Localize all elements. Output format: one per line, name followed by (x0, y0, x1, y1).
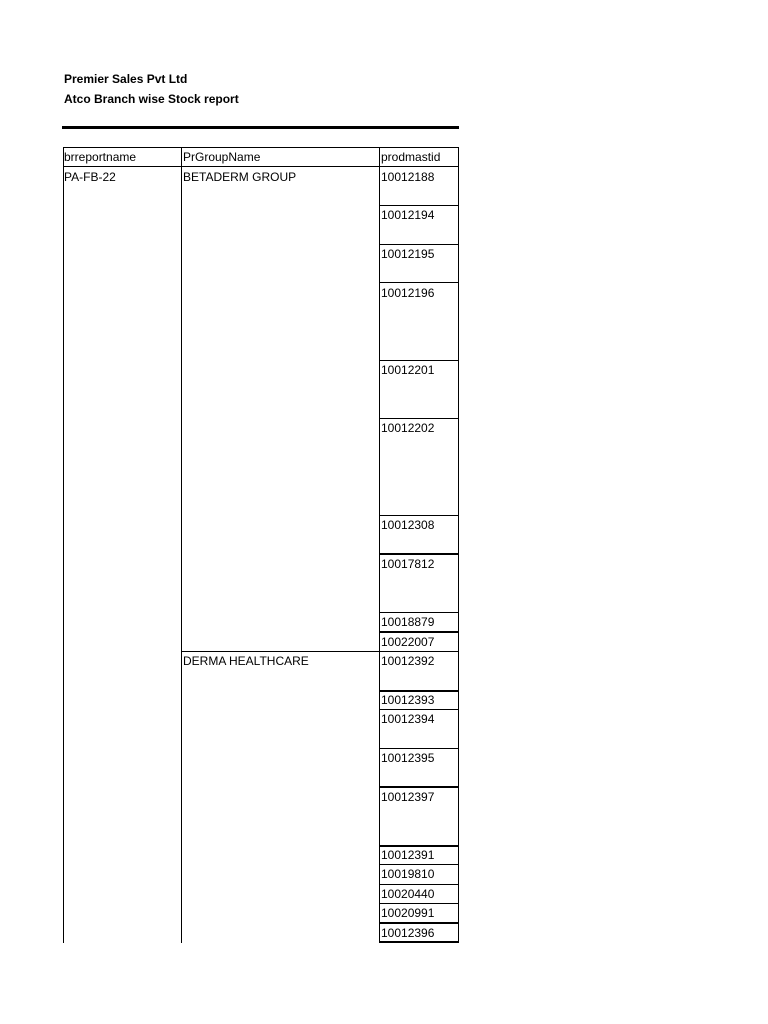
table-column-divider (181, 147, 182, 943)
row-separator (379, 515, 459, 516)
header-top-line (63, 147, 459, 148)
column-header-brreportname: brreportname (64, 150, 137, 164)
branch-name: PA-FB-22 (64, 170, 116, 184)
row-separator (379, 884, 459, 885)
row-separator (379, 845, 459, 847)
row-separator (379, 864, 459, 865)
group-name: DERMA HEALTHCARE (183, 654, 309, 668)
prodmastid-cell: 10020991 (381, 906, 435, 920)
group-separator (181, 651, 459, 652)
column-header-prodmastid: prodmastid (381, 150, 441, 164)
row-separator (379, 709, 459, 710)
prodmastid-cell: 10012392 (381, 654, 435, 668)
prodmastid-cell: 10012195 (381, 247, 435, 261)
row-separator (379, 922, 459, 924)
row-separator (379, 418, 459, 419)
row-separator (379, 690, 459, 692)
table-border-left (63, 147, 64, 943)
group-name: BETADERM GROUP (183, 170, 297, 184)
prodmastid-cell: 10012396 (381, 926, 435, 940)
prodmastid-cell: 10012196 (381, 286, 435, 300)
row-separator (379, 903, 459, 904)
prodmastid-cell: 10012395 (381, 751, 435, 765)
row-separator (379, 244, 459, 245)
row-separator (379, 553, 459, 555)
row-separator (379, 612, 459, 613)
prodmastid-cell: 10020440 (381, 887, 435, 901)
company-name: Premier Sales Pvt Ltd (64, 72, 188, 86)
prodmastid-cell: 10012393 (381, 693, 435, 707)
column-header-prgroupname: PrGroupName (183, 150, 261, 164)
prodmastid-cell: 10012308 (381, 518, 435, 532)
row-separator (379, 282, 459, 283)
header-bottom-line (63, 166, 459, 167)
table-column-divider (379, 147, 380, 943)
prodmastid-cell: 10022007 (381, 635, 435, 649)
row-separator (379, 360, 459, 361)
prodmastid-cell: 10012201 (381, 363, 435, 377)
prodmastid-cell: 10018879 (381, 615, 435, 629)
prodmastid-cell: 10019810 (381, 867, 435, 881)
prodmastid-cell: 10012194 (381, 208, 435, 222)
prodmastid-cell: 10017812 (381, 557, 435, 571)
prodmastid-cell: 10012394 (381, 712, 435, 726)
top-rule (62, 126, 459, 129)
table-border-right (458, 147, 459, 943)
prodmastid-cell: 10012391 (381, 848, 435, 862)
row-separator (379, 748, 459, 749)
prodmastid-cell: 10012188 (381, 170, 435, 184)
row-separator (379, 786, 459, 788)
row-separator (379, 205, 459, 206)
row-separator (379, 631, 459, 633)
prodmastid-cell: 10012202 (381, 421, 435, 435)
report-title: Atco Branch wise Stock report (64, 92, 239, 106)
prodmastid-cell: 10012397 (381, 790, 435, 804)
row-separator (379, 941, 459, 943)
